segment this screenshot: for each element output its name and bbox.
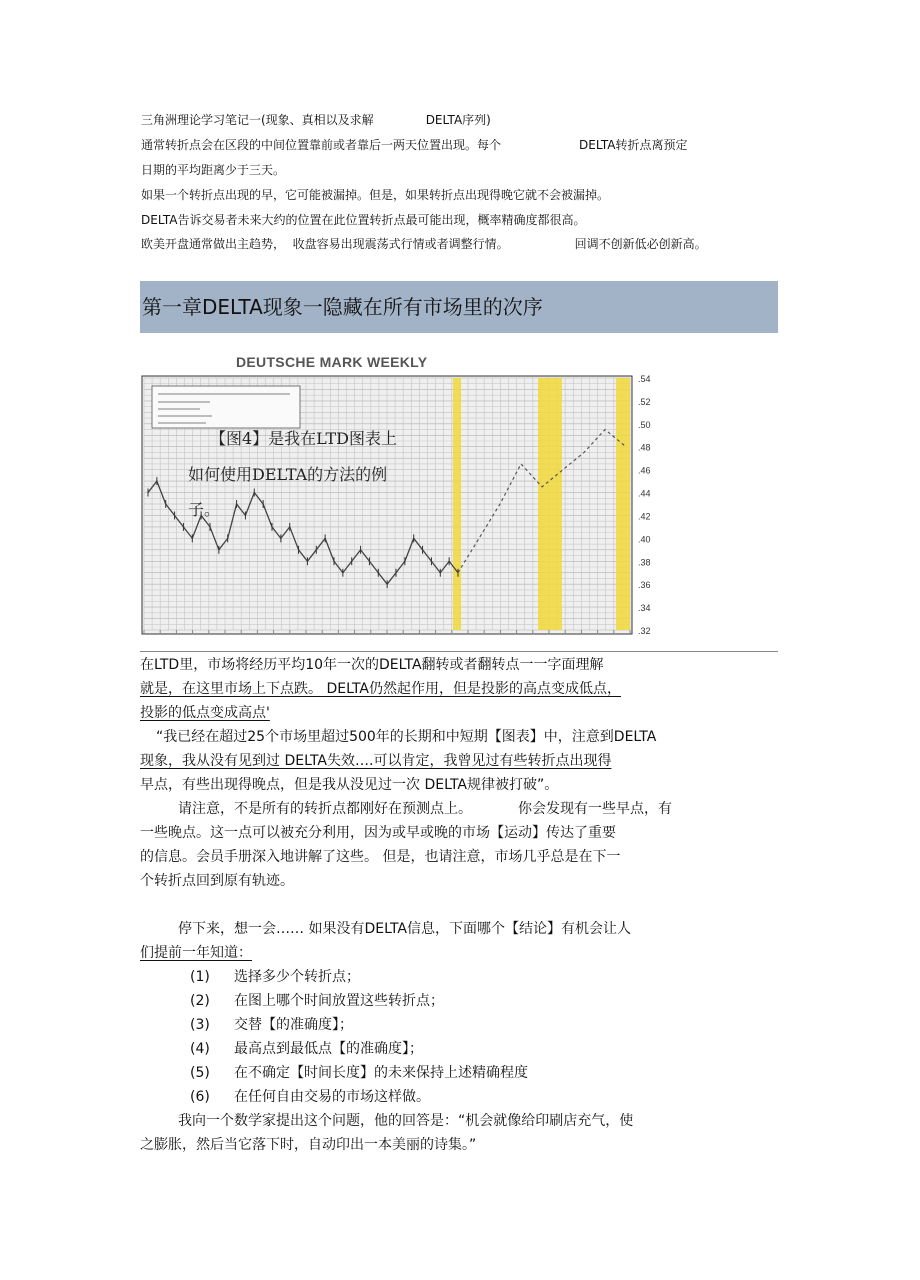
intro-line-1b: DELTA转折点离预定 bbox=[579, 138, 688, 152]
para2-line2: 现象，我从没有见到过 DELTA失效….可以肯定，我曾见过有些转折点出现得 bbox=[140, 753, 612, 769]
y-tick-label: .50 bbox=[638, 419, 651, 430]
y-tick-label: .48 bbox=[638, 442, 651, 453]
y-tick-label: .40 bbox=[638, 534, 651, 545]
intro-line-1a: 通常转折点会在区段的中间位置靠前或者靠后一两天位置出现。每个 bbox=[141, 138, 502, 152]
list-item-1-text: 选择多少个转折点； bbox=[234, 969, 360, 985]
para3-line1a: 请注意，不是所有的转折点都刚好在预测点上。 bbox=[178, 801, 472, 817]
para1-line1: 在LTD里，市场将经历平均10年一次的DELTA翻转或者翻转点一一字面理解 bbox=[140, 657, 604, 673]
intro-title-delta: DELTA序列) bbox=[425, 113, 491, 127]
y-tick-label: .44 bbox=[638, 488, 651, 499]
para4-line2: 们提前一年知道： bbox=[140, 945, 252, 961]
list-item-6-num: (6) bbox=[190, 1089, 210, 1105]
para3-line3: 的信息。会员手册深入地讲解了这些。 但是，也请注意，市场几乎总是在下一 bbox=[140, 849, 621, 865]
list-item-2-num: (2) bbox=[190, 993, 210, 1009]
para5-line1: 我向一个数学家提出这个问题，他的回答是：“机会就像给印刷店充气，使 bbox=[178, 1113, 634, 1129]
y-tick-label: .34 bbox=[638, 603, 651, 614]
para1-line2: 就是，在这里市场上下点跌。 DELTA仍然起作用，但是投影的高点变成低点， bbox=[140, 681, 621, 697]
chart-divider bbox=[140, 651, 778, 652]
para5-line2: 之膨胀，然后当它落下时，自动印出一本美丽的诗集。” bbox=[140, 1137, 477, 1153]
intro-title-main: 三角洲理论学习笔记一(现象、真相以及求解 bbox=[141, 113, 374, 127]
intro-line-4: DELTA告诉交易者未来大约的位置在此位置转折点最可能出现，概率精确度都很高。 bbox=[141, 213, 586, 227]
para3-line1 bbox=[178, 799, 672, 819]
highlight-band-2 bbox=[538, 378, 562, 630]
y-tick-label: .46 bbox=[638, 465, 651, 476]
y-tick-label: .32 bbox=[638, 626, 651, 636]
intro-line-3: 如果一个转折点出现的早，它可能被漏掉。但是，如果转折点出现得晚它就不会被漏掉。 bbox=[141, 188, 610, 202]
y-tick-label: .42 bbox=[638, 511, 651, 522]
list-item-6-text: 在任何自由交易的市场这样做。 bbox=[234, 1089, 430, 1105]
chapter-banner bbox=[140, 281, 778, 333]
list-item-1-num: (1) bbox=[190, 969, 210, 985]
para3-line1b: 你会发现有一些早点，有 bbox=[518, 801, 672, 817]
chart-caption-2: 如何使用DELTA的方法的例 bbox=[188, 465, 388, 484]
intro-line-5 bbox=[141, 236, 707, 252]
para1-line3: 投影的低点变成高点' bbox=[140, 705, 270, 721]
chart-title: DEUTSCHE MARK WEEKLY bbox=[236, 354, 428, 370]
highlight-band-3 bbox=[616, 378, 630, 630]
intro-title bbox=[141, 112, 491, 128]
deutsche-mark-chart bbox=[140, 372, 660, 638]
para4-line1: 停下来，想一会…… 如果没有DELTA信息，下面哪个【结论】有机会让人 bbox=[178, 921, 631, 937]
y-tick-label: .38 bbox=[638, 557, 651, 568]
list-item-5-num: (5) bbox=[190, 1065, 210, 1081]
highlight-band-1 bbox=[453, 378, 461, 630]
intro-line-1 bbox=[141, 137, 687, 153]
y-tick-label: .52 bbox=[638, 396, 651, 407]
list-item-3-text: 交替【的准确度】； bbox=[234, 1017, 353, 1033]
intro-line-5b: 回调不创新低必创新高。 bbox=[574, 237, 707, 251]
chart-caption-1: 【图4】是我在LTD图表上 bbox=[210, 429, 398, 448]
para2-line1: “我已经在超过25个市场里超过500年的长期和中短期【图表】中，注意到DELTA bbox=[156, 729, 657, 745]
chart-caption-3: 子。 bbox=[188, 500, 221, 519]
para3-line2: 一些晚点。这一点可以被充分利用，因为或早或晚的市场【运动】传达了重要 bbox=[140, 825, 616, 841]
list-item-4-text: 最高点到最低点【的准确度】； bbox=[234, 1041, 423, 1057]
para2-line3: 早点，有些出现得晚点，但是我从没见过一次 DELTA规律被打破”。 bbox=[140, 777, 559, 793]
intro-line-2: 日期的平均距离少于三天。 bbox=[141, 163, 286, 177]
list-item-3-num: (3) bbox=[190, 1017, 210, 1033]
chapter-title: 第一章DELTA现象一隐藏在所有市场里的次序 bbox=[142, 295, 543, 319]
y-tick-label: .36 bbox=[638, 580, 651, 591]
source-note-box bbox=[152, 386, 300, 428]
intro-line-5a: 欧美开盘通常做出主趋势， 收盘容易出现震荡式行情或者调整行情。 bbox=[141, 237, 509, 251]
y-tick-label: .54 bbox=[638, 374, 651, 384]
list-item-5-text: 在不确定【时间长度】的未来保持上述精确程度 bbox=[234, 1065, 528, 1081]
list-item-4-num: (4) bbox=[190, 1041, 210, 1057]
para3-line4: 个转折点回到原有轨迹。 bbox=[140, 873, 294, 889]
list-item-2-text: 在图上哪个时间放置这些转折点； bbox=[234, 993, 444, 1009]
